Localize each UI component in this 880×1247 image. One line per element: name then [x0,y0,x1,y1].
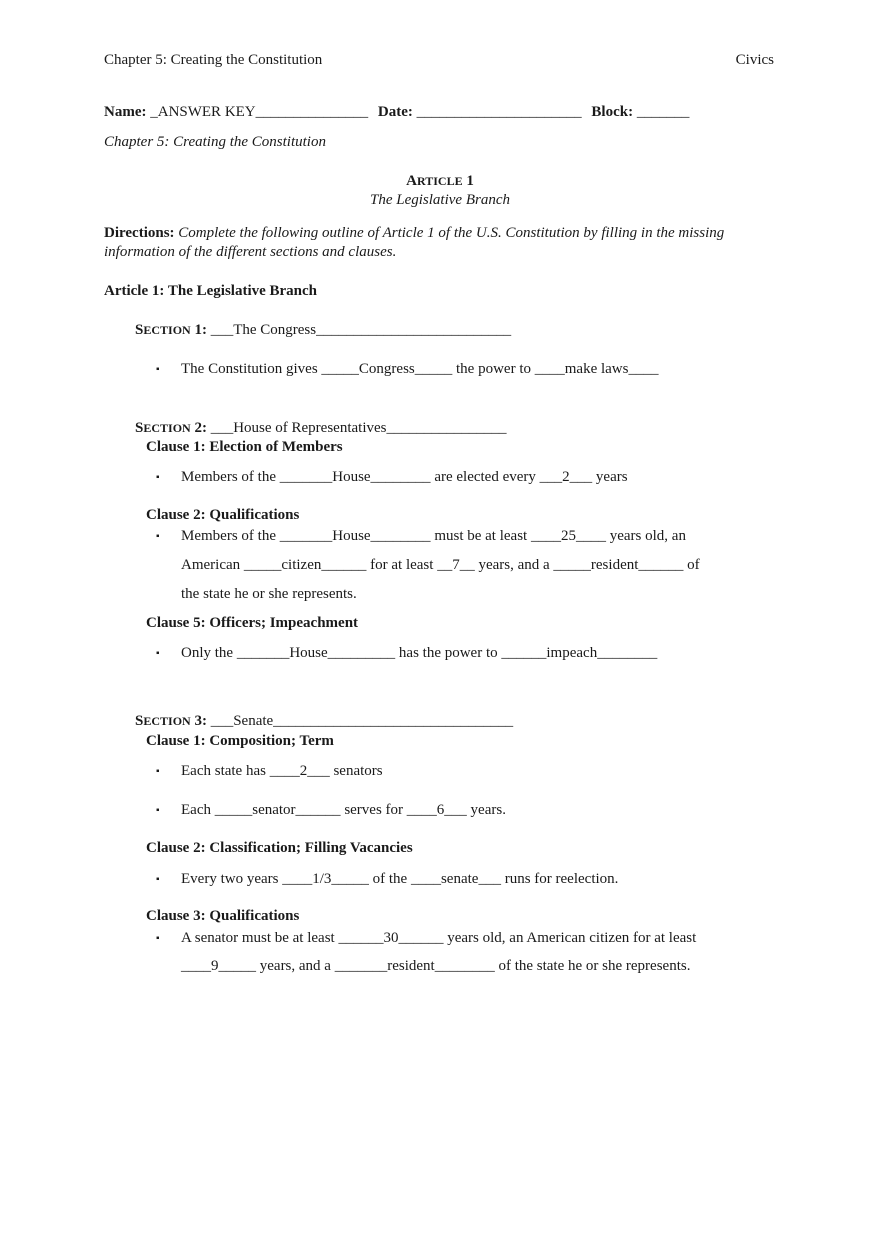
directions [104,226,724,241]
section-2-clause-1-item: Members of the _______House________ are elected every ___2___ years [181,469,628,485]
answer-blank: ____9_____ [181,958,256,974]
section-3-clause-2-item: Every two years ____1/3_____ of the ____senate___ runs for reelection. [181,871,619,887]
answer-blank: ______30______ [338,930,444,946]
section-3-clause-3-line-1: A senator must be at least ______30______ years old, an American citizen for at least [181,930,697,946]
section-2-clause-2-line-1: Members of the _______House________ must be at least ____25____ years old, an [181,528,686,544]
section-1-heading: SECTION 1: ___The Congress__________________________ [135,322,512,338]
bullet-icon: ▪ [156,766,160,777]
section-3-clause-1-item-1: Each state has ____2___ senators [181,763,383,779]
section-1-answer: ___The Congress__________________________ [210,322,512,338]
page-header-left: Chapter 5: Creating the Constitution [104,52,323,68]
answer-blank: ___2___ [539,469,593,485]
directions-text-line1: Complete the following outline of Article 1 of the U.S. Constitution by filling in the missing [178,225,725,241]
block-value: _______ [636,104,690,120]
answer-blank: __7__ [437,557,475,573]
article-subtitle: The Legislative Branch [370,192,510,208]
section-3-clause-3-line-2: ____9_____ years, and a _______resident________ of the state he or she represents. [181,958,691,974]
answer-blank: ____25____ [530,528,606,544]
answer-blank: _______House________ [279,469,431,485]
bullet-icon: ▪ [156,648,160,659]
date-label: Date: [377,104,413,120]
answer-blank: ____make laws____ [534,361,659,377]
bullet-icon: ▪ [156,531,160,542]
directions-label: Directions: [104,225,175,241]
answer-blank: _______House________ [279,528,431,544]
outline-title: Article 1: The Legislative Branch [104,283,318,299]
answer-blank: _______House_________ [236,645,396,661]
name-value: _ANSWER KEY_______________ [150,104,369,120]
section-3-clause-1-item-2: Each _____senator______ serves for ____6___ years. [181,802,506,818]
name-date-block-line [104,105,689,120]
article-title: ARTICLE 1 [406,173,474,189]
answer-blank: ____1/3_____ [282,871,369,887]
answer-blank: ____6___ [406,802,467,818]
answer-blank: _______resident________ [334,958,495,974]
bullet-icon: ▪ [156,933,160,944]
section-2-clause-5-heading: Clause 5: Officers; Impeachment [146,615,359,631]
section-2-clause-5-item: Only the _______House_________ has the power to ______impeach________ [181,645,658,661]
bullet-icon: ▪ [156,805,160,816]
section-2-clause-2-line-3: the state he or she represents. [181,586,357,602]
section-3-clause-3-heading: Clause 3: Qualifications [146,908,300,924]
section-2-heading: SECTION 2: ___House of Representatives________________ [135,420,507,436]
bullet-icon: ▪ [156,364,160,375]
block-label: Block: [591,104,634,120]
bullet-icon: ▪ [156,874,160,885]
section-2-clause-1-heading: Clause 1: Election of Members [146,439,343,455]
section-2-answer: ___House of Representatives________________ [210,420,507,436]
answer-blank: _____senator______ [214,802,341,818]
directions-text-line2: information of the different sections and clauses. [104,244,397,260]
section-3-clause-2-heading: Clause 2: Classification; Filling Vacancies [146,840,413,856]
answer-blank: _____citizen______ [243,557,367,573]
answer-blank: _____Congress_____ [321,361,453,377]
section-3-answer: ___Senate________________________________ [210,713,514,729]
section-2-clause-2-heading: Clause 2: Qualifications [146,507,300,523]
answer-blank: ____senate___ [410,871,501,887]
answer-blank: ____2___ [269,763,330,779]
answer-blank: ______impeach________ [501,645,658,661]
page-header-right: Civics [735,52,774,68]
section-1-item: The Constitution gives _____Congress_____ the power to ____make laws____ [181,361,659,377]
section-3-clause-1-heading: Clause 1: Composition; Term [146,733,334,749]
date-value: ______________________ [416,104,582,120]
bullet-icon: ▪ [156,472,160,483]
answer-blank: _____resident______ [553,557,684,573]
chapter-subtitle: Chapter 5: Creating the Constitution [104,134,326,150]
name-label: Name: [104,104,147,120]
section-2-clause-2-line-2: American _____citizen______ for at least __7__ years, and a _____resident______ of [181,557,700,573]
section-3-heading: SECTION 3: ___Senate________________________________ [135,713,514,729]
